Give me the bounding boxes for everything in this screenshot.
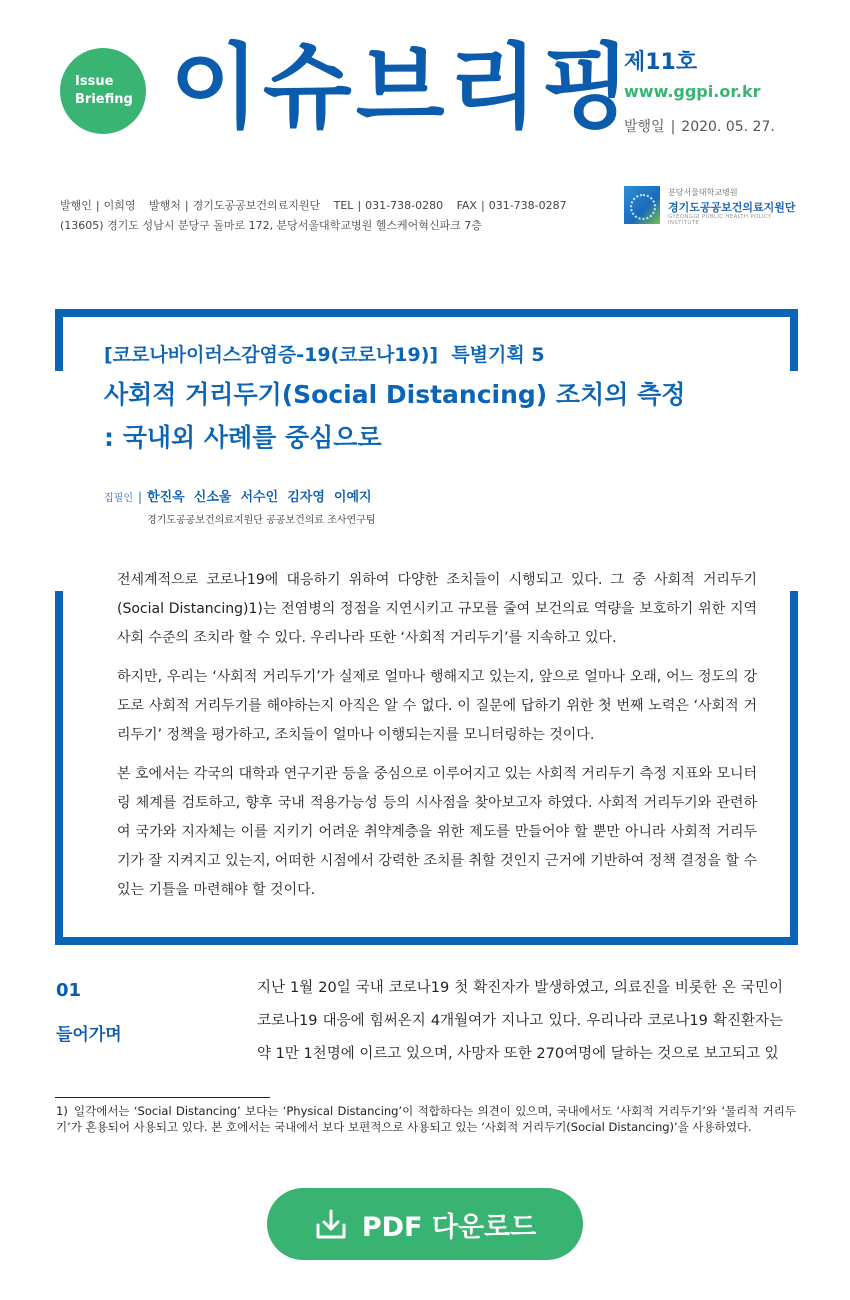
issue-number: 제11호	[624, 50, 698, 75]
frame-top-right-side	[790, 309, 798, 371]
masthead-title: 이슈브리핑	[170, 34, 635, 141]
logo-name: 경기도공공보건의료지원단	[668, 201, 796, 214]
footnote-text: 일각에서는 ‘Social Distancing’ 보다는 ‘Physical Distancing’이 적합하다는 의견이 있으며, 국내에서도 ‘사회적 거리두기’와 ‘물리적 거리두기’가 혼용되어 사용되고 있다. 본 호에서는 국내에서 보다 보편적으로 사용되고 있는 ‘사회적 거리두기(Social Distancing)’을 사용하였다.	[56, 1104, 796, 1134]
issuer-name: 경기도공공보건의료지원단	[192, 199, 321, 212]
footnote-divider	[55, 1097, 270, 1098]
publish-date-value: 2020. 05. 27.	[681, 119, 775, 135]
article-kicker: [코로나바이러스감염증-19(코로나19)] 특별기획 5	[104, 344, 545, 366]
frame-bottom-right-side	[790, 591, 798, 945]
pdf-download-button[interactable]	[267, 1188, 583, 1260]
footnote-mark: 1)	[56, 1104, 68, 1118]
frame-top-left-side	[55, 309, 63, 371]
frame-bottom-border	[55, 937, 798, 945]
authors: 집필인 | 한진옥 신소울 서수인 김자영 이예지	[104, 490, 372, 505]
logo-english-name: GYEONGGI PUBLIC HEALTH POLICY INSTITUTE	[668, 214, 772, 226]
abstract-paragraph: 전세계적으로 코로나19에 대응하기 위하여 다양한 조치들이 시행되고 있다. 그 중 사회적 거리두기(Social Distancing)1)는 전염병의 정점을 지연시키고 규모를 줄여 보건의료 역량을 보호하기 위한 지역사회 수준의 조치라 할 수 있다. 우리나라 또한 ‘사회적 거리두기’를 지속하고 있다.	[117, 572, 757, 646]
author-names: 한진옥 신소울 서수인 김자영 이예지	[147, 490, 372, 505]
website-link[interactable]: www.ggpi.or.kr	[624, 82, 761, 101]
organization-logo	[624, 186, 804, 226]
issue-briefing-badge	[60, 48, 146, 134]
publisher-line: 발행인 | 이희영 발행처 | 경기도공공보건의료지원단 TEL | 031-738-0280 FAX | 031-738-0287	[60, 199, 567, 212]
download-icon	[314, 1207, 348, 1241]
footnote	[56, 1103, 796, 1135]
badge-line2: Briefing	[75, 92, 133, 107]
abstract-paragraph: 본 호에서는 각국의 대학과 연구기관 등을 중심으로 이루어지고 있는 사회적 거리두기 측정 지표와 모니터링 체계를 검토하고, 향후 국내 적용가능성 등의 시사점을 찾아보고자 하였다. 사회적 거리두기와 관련하여 국가와 지자체는 이를 지키기 어려운 취약계층을 위한 제도를 만들어야 할 뿐만 아니라 사회적 거리두기가 잘 지켜지고 있는지, 어떠한 시점에서 강력한 조치를 취할 것인지 근거에 기반하여 정책 결정을 할 수 있는 기틀을 마련해야 할 것이다.	[117, 766, 757, 898]
section-body: 지난 1월 20일 국내 코로나19 첫 확진자가 발생하였고, 의료진을 비롯한 온 국민이 코로나19 대응에 힘써온지 4개월여가 지나고 있다. 우리나라 코로나19 확진환자는 약 1만 1천명에 이르고 있으며, 사망자 또한 270여명에 달하는 것으로 보고되고 있	[257, 980, 783, 1062]
abstract	[117, 566, 757, 915]
badge-line1: Issue	[75, 74, 114, 89]
authors-label: 집필인	[104, 493, 133, 504]
publisher-name: 이희영	[103, 199, 136, 212]
tel-number: 031-738-0280	[365, 199, 444, 212]
logo-subtitle: 분당서울대학교병원	[668, 188, 738, 197]
frame-top-border	[55, 309, 798, 317]
frame-bottom-left-side	[55, 591, 63, 945]
publish-date-label: 발행일	[624, 119, 665, 135]
fax-number: 031-738-0287	[488, 199, 567, 212]
article-title-line1: 사회적 거리두기(Social Distancing) 조치의 측정	[104, 380, 686, 409]
pdf-download-label: PDF 다운로드	[361, 1211, 537, 1243]
publisher-label: 발행인	[60, 199, 92, 212]
section-number: 01	[56, 980, 82, 1001]
publisher-info	[60, 196, 567, 236]
author-affiliation: 경기도공공보건의료지원단 공공보건의료 조사연구팀	[147, 515, 376, 526]
tel-label: TEL	[333, 199, 354, 212]
logo-mark-icon	[624, 186, 660, 224]
fax-label: FAX	[456, 199, 477, 212]
abstract-paragraph: 하지만, 우리는 ‘사회적 거리두기’가 실제로 얼마나 행해지고 있는지, 앞으로 얼마나 오래, 어느 정도의 강도로 사회적 거리두기를 해야하는지 아직은 알 수 없다. 이 질문에 답하기 위한 첫 번째 노력은 ‘사회적 거리두기’ 정책을 평가하고, 조치들이 얼마나 이행되는지를 모니터링하는 것이다.	[117, 669, 757, 743]
publish-date: 발행일 | 2020. 05. 27.	[624, 119, 775, 135]
address-line: (13605) 경기도 성남시 분당구 돌마로 172, 분당서울대학교병원 헬스케어혁신파크 7층	[60, 219, 482, 232]
issuer-label: 발행처	[149, 199, 181, 212]
article-title-line2: : 국내외 사례를 중심으로	[104, 423, 382, 452]
section-title: 들어가며	[56, 1025, 122, 1045]
